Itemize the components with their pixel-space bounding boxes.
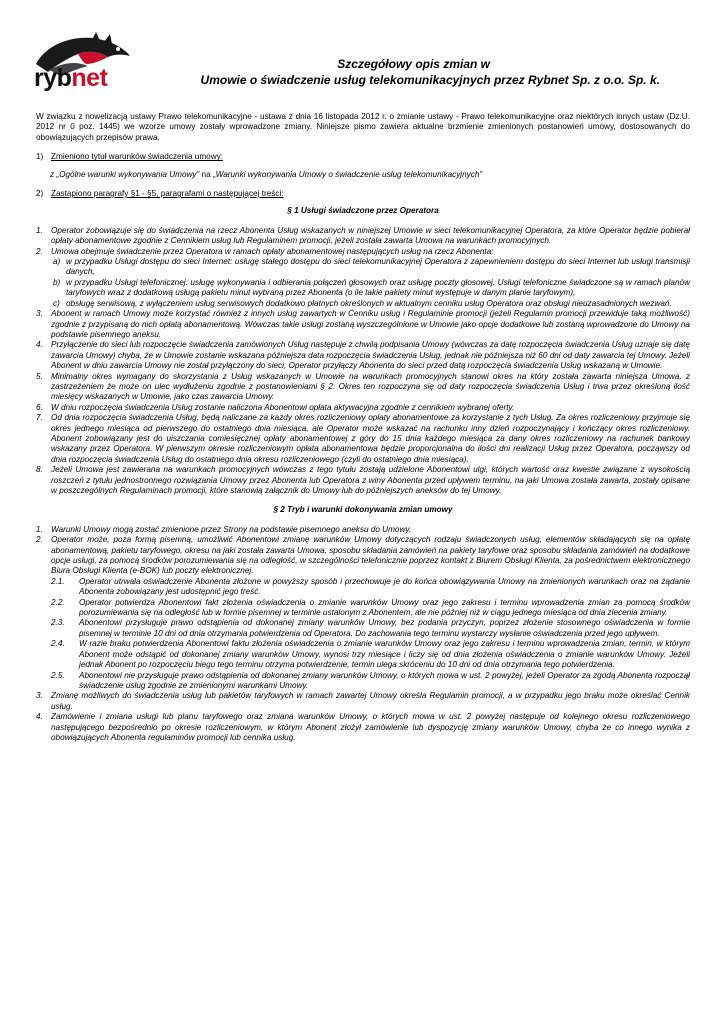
list-item: 4. Przyłączenie do sieci lub rozpoczęcie świadczenia zamówionych Usług następuje z chwilą podpisania Umowy (wówczas za datę rozpoczęcia świadczenia Usług uznaje się datę zawarcia Umowy) chyba, że w Umowie zostanie wskazana późniejsza data rozpoczęcia świadczenia Usług, jednak nie późniejsza niż 60 dni od daty zawarcia tej Umowy. Jeżeli Abonent w dniu zawarcia Umowy nie został przyłączony do sieci, Operator przyłączy Abonenta do sieci przed datą rozpoczęcia świadczenia Usług wskazaną w Umowie.	[36, 340, 690, 371]
document-title	[150, 56, 690, 88]
intro-paragraph: W związku z nowelizacją ustawy Prawo telekomunikacyjne - ustawa z dnia 16 listopada 2012 r. o zmianie ustawy - Prawo telekomunikacyjne oraz niektórych innych ustaw (Dz.U. 2012 nr 0 poz. 1445) we wzorze umowy zostały wprowadzone zmiany. Niniejsze pismo zawiera aktualne brzmienie zmienionych postanowień umowy, dostosowanych do obowiązujących przepisów prawa.	[36, 112, 690, 142]
sublist-item: 2.2. Operator potwierdza Abonentowi fakt złożenia oświadczenia o zmianie warunków Umowy oraz jego zakresu i terminu wprowadzenia zmian za pomocą środków porozumiewania się na odległość lub w formie pisemnej w terminie ustalonym z Abonentem, ale nie później niż w ciągu jednego miesiąca od dnia zlecenia zmiany.	[51, 597, 690, 618]
sublist-item: b) w przypadku Usługi telefonicznej: usługę wykonywania i odbierania połączeń głosowych oraz usługę poczty głosowej. Usługi telefoniczne świadczone są w ramach planów taryfowych wraz z dodatkową usługą pakietu minut wybraną przez Abonenta (o ile takie pakiety minut występuje w danym planie taryfowym),	[53, 277, 690, 298]
sublist-item: 2.4. W razie braku potwierdzenia Abonentowi faktu złożenia oświadczenia o zmianie warunków Umowy oraz jego zakresu i terminu wprowadzenia zmian, termin, w którym Abonent może odstąpić od dokonanej zmiany warunków Umowy, wynosi trzy miesiące i liczy się od dnia złożenia oświadczenia o zmianie warunków Umowy. Jeżeli jednak Abonent po rozpoczęciu biegu tego terminu otrzyma potwierdzenie, termin ulega skróceniu do 10 dni od dnia otrzymania tego potwierdzenia.	[51, 639, 690, 670]
sublist-item: 2.5. Abonentowi nie przysługuje prawo odstąpienia od dokonanej zmiany warunków Umowy, o których mowa w ust. 2 powyżej, jeżeli Operator za zgodą Abonenta rozpoczął świadczenie usług zgodnie ze zmienionymi warunkami Umowy.	[51, 670, 690, 690]
list-item: 2. Umowa obejmuje świadczenie przez Operatora w ramach opłaty abonamentowej następujących usług na rzecz Abonenta: a) w przypadku Usługi dostępu do sieci Internet: usługę stałego dostępu do sieci telekomunikacyjnej Operatora z zapewnieniem dostępu do sieci Internet lub usługi transmisji danych, b) w przypadku Usługi telefonicznej: usługę wykonywania i odbierania połączeń głosowych oraz usługę poczty głosowej. Usługi telefoniczne świadczone są w ramach planów taryfowych wraz z dodatkową usługą pakietu minut wybraną przez Abonenta (o ile takie pakiety minut występuje w danym planie taryfowym), c) obsługę serwisową, z wyłączeniem usług serwisowych dodatkowo płatnych określonych w aktualnym cenniku usług Operatora oraz obsługi nieuzasadnionych wezwań.	[36, 246, 690, 308]
list-item: 4. Zamówienie i zmiana usługi lub planu taryfowego oraz zmiana warunków Umowy, o których mowa w ust. 2 powyżej następuje od kolejnego okresu rozliczeniowego następującego bezpośrednio po okresie rozliczeniowym, w którym Abonent złożył zamówienie lub dyspozycję zmiany warunków Umowy, chyba że co innego wynika z obowiązujących Abonenta regulaminów promocji lub cennika usług.	[36, 712, 690, 742]
title-line-1: Szczegółowy opis zmian w	[337, 57, 490, 71]
services-sublist	[51, 257, 690, 309]
title-change-line: z „Ogólne warunki wykonywania Umowy” na „Warunki wykonywania Umowy o świadczenie usług telekomunikacyjnych”	[50, 169, 483, 179]
sublist-item: c) obsługę serwisową, z wyłączeniem usług serwisowych dodatkowo płatnych określonych w aktualnym cenniku usług Operatora oraz obsługi nieuzasadnionych wezwań.	[53, 298, 672, 308]
list-item: 3. Abonent w ramach Umowy może korzystać również z innych usług zawartych w Cenniku usług i Regulaminie promocji (jeżeli Regulamin promocji przewiduje taką możliwość) zgodnie z przypisaną do nich opłatą abonamentową. Wówczas takie usługi zostaną wyszczególnione w Umowie jako opcje dodatkowe lub zostaną wprowadzone do Umowy na podstawie pisemnego aneksu.	[36, 309, 690, 339]
paragraph-1-list	[36, 226, 690, 497]
paragraph-1-title: § 1 Usługi świadczone przez Operatora	[287, 206, 439, 216]
list-item: 3. Zmianę możliwych do świadczenia usług lub pakietów taryfowych w ramach zawartej Umowy określa Regulamin promocji, a w przypadku jego braku może określać Cennik usług.	[36, 691, 690, 711]
section-2-heading: 2) Zastąpiono paragrafy §1 - §5, paragrafami o następującej treści:	[36, 189, 284, 199]
sublist-item: 2.3. Abonentowi przysługuje prawo odstąpienia od dokonanej zmiany warunków Umowy, bez podania przyczyn, poprzez złożenie stosownego oświadczenia w formie pisemnej w terminie 10 dni od dnia otrzymania potwierdzenia od Operatora. Do zachowania tego terminu wystarczy wysłanie oświadczenia przed jego upływem.	[51, 618, 690, 638]
list-item: 1. Warunki Umowy mogą zostać zmienione przez Strony na podstawie pisemnego aneksu do Umowy.	[36, 524, 412, 534]
title-line-2: Umowie o świadczenie usług telekomunikacyjnych przez Rybnet Sp. z o.o. Sp. k.	[200, 73, 660, 87]
list-item: 6. W dniu rozpoczęcia świadczenia Usług zostanie naliczona Abonentowi opłata aktywacyjna zgodnie z cennikiem wybranej oferty.	[36, 402, 515, 412]
paragraph-2-list	[36, 525, 690, 744]
section-1-heading: 1) Zmieniono tytuł warunków świadczenia umowy:	[36, 152, 224, 162]
list-item: 8. Jeżeli Umowa jest zawierana na warunkach promocyjnych wówczas z tego tytułu zostają udzielone Abonentowi ulgi, których wartość oraz kwestie związane z wysokością roszczeń z tytułu jednostronnego rozwiązania Umowy przez Abonenta lub Operatora z winy Abonenta przed upływem terminu, na jaki Umowa została zawarta, zostały opisane w poszczególnych Regulaminach promocji, które stanowią załącznik do Umowy lub do późniejszych aneksów do tej Umowy.	[36, 465, 690, 495]
sublist-item: 2.1. Operator utrwala oświadczenie Abonenta złożone w powyższy sposób i przechowuje je do końca obowiązywania Umowy na zmienionych warunkach oraz na żądanie Abonenta zobowiązany jest udostępnić jego treść.	[51, 576, 690, 597]
list-item: 1. Operator zobowiązuje się do świadczenia na rzecz Abonenta Usług wskazanych w niniejszej Umowie w sieci telekomunikacyjnej Operatora, za które Operator będzie pobierał opłaty abonamentowe zgodnie z Cennikiem usług lub Regulaminem promocji, jeżeli została zawarta Umowa na warunkach promocyjnych.	[36, 225, 690, 246]
change-procedure-sublist	[51, 577, 690, 691]
rybnet-logo-text: rybnet	[34, 64, 108, 92]
paragraph-2-title: § 2 Tryb i warunki dokonywania zmian umowy	[273, 505, 453, 515]
list-item: 7. Od dnia rozpoczęcia świadczenia Usług, będą naliczane za każdy okres rozliczeniowy opłaty abonamentowe za korzystanie z tych Usług. Za okres rozliczeniowy przyjmuje się okres jednego miesiąca od pierwszego do ostatniego dnia miesiąca, ale Operator może wskazać na rachunku inny dzień rozpoczynający i kończący okres rozliczeniowy. Abonent zobowiązany jest do uiszczania comiesięcznej opłaty abonamentowej z góry do 15 dnia każdego miesiąca za dany okres rozliczeniowy na rachunek bankowy wskazany przez Operatora. W pierwszym okresie rozliczeniowym opłata abonamentowa będzie proporcjonalna do ilości dni realizacji Usług przez Operatora, począwszy od dnia rozpoczęcia świadczenia Usług do ostatniego dnia okresu rozliczeniowego (czyli do ostatniego dnia miesiąca).	[36, 413, 690, 464]
document-body	[36, 112, 690, 743]
sublist-item: a) w przypadku Usługi dostępu do sieci Internet: usługę stałego dostępu do sieci telekomunikacyjnej Operatora z zapewnieniem dostępu do sieci Internet lub usługi transmisji danych,	[53, 257, 690, 277]
list-item: 5. Minimalny okres wymagany do skorzystania z Usług wskazanych w Umowie na warunkach promocyjnych stanowi okres na który została zawarta niniejsza Umowa, z zastrzeżeniem że może on ulec wydłużeniu zgodnie z postanowieniami § 2. Okres ten rozpoczyna się od daty rozpoczęcia świadczenia Usług i trwa przez określoną ilość miesięcy wskazanych w Umowie, jako czas zawarcia Umowy.	[36, 371, 690, 402]
list-item: 2. Operator może, poza formą pisemną, umożliwić Abonentowi zmianę warunków Umowy dotyczących rodzaju świadczonych usług, elementów składających się na opłatę abonamentową, pakietu taryfowego, okresu na jaki została zawarta Umowa, sposobu składania zamówień na pakiety taryfowe oraz sposobu składania zamówień na dodatkowe opcje usługi, za pomocą środków porozumiewania się na odległość, w szczególności telefonicznie poprzez kontakt z Biurem Obsługi Klienta, za pośrednictwem elektronicznego Biura Obsługi Klienta (e-BOK) lub poczty elektronicznej. 2.1. Operator utrwala oświadczenie Abonenta złożone w powyższy sposób i przechowuje je do końca obowiązywania Umowy na zmienionych warunkach oraz na żądanie Abonenta zobowiązany jest udostępnić jego treść. 2.2. Operator potwierdza Abonentowi fakt złożenia oświadczenia o zmianie warunków Umowy oraz jego zakresu i terminu wprowadzenia zmian za pomocą środków porozumiewania się na odległość lub w formie pisemnej w terminie ustalonym z Abonentem, ale nie później niż w ciągu jednego miesiąca od dnia zlecenia zmiany. 2.3. Abonentowi przysługuje prawo odstąpienia od dokonanej zmiany warunków Umowy, bez podania przyczyn, poprzez złożenie stosownego oświadczenia w formie pisemnej w terminie 10 dni od dnia otrzymania potwierdzenia od Operatora. Do zachowania tego terminu wystarczy wysłanie oświadczenia przed jego upływem. 2.4. W razie braku potwierdzenia Abonentowi faktu złożenia oświadczenia o zmianie warunków Umowy oraz jego zakresu i terminu wprowadzenia zmian, termin, w którym Abonent może odstąpić od dokonanej zmiany warunków Umowy, wynosi trzy miesiące i liczy się od dnia złożenia oświadczenia o zmianie warunków Umowy. Jeżeli jednak Abonent po rozpoczęciu biegu tego terminu otrzyma potwierdzenie, termin ulega skróceniu do 10 dni od dnia otrzymania tego potwierdzenia. 2.5. Abonentowi nie przysługuje prawo odstąpienia od dokonanej zmiany warunków Umowy, o których mowa w ust. 2 powyżej, jeżeli Operator za zgodą Abonenta rozpoczął świadczenie usług zgodnie ze zmienionymi warunkami Umowy.	[36, 535, 690, 690]
